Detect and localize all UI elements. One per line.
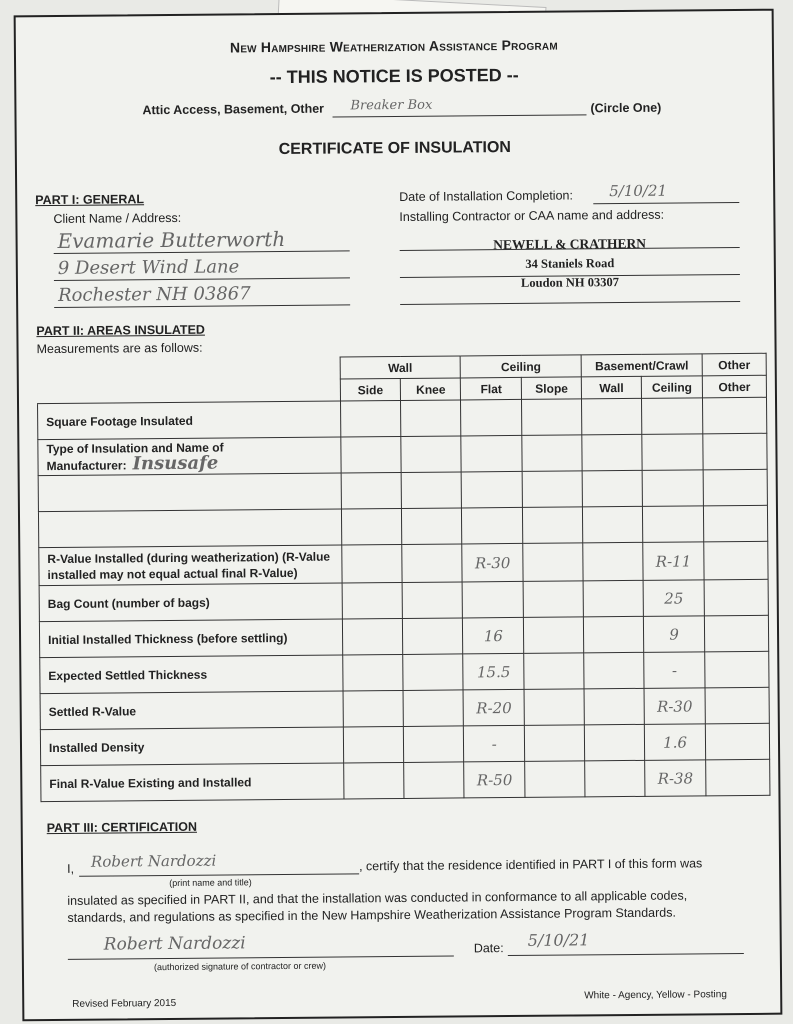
name-underline [79, 873, 359, 876]
cell-flat: 16 [463, 617, 524, 654]
cell-flat [461, 471, 522, 508]
part2-subtitle: Measurements are as follows: [36, 340, 203, 357]
signature-caption: (authorized signature of contractor or crew) [153, 960, 327, 973]
cell-side [341, 508, 402, 545]
cell-side [342, 582, 403, 619]
row-label-text: Type of Insulation and Name of Manufacturer: [46, 440, 224, 474]
cert-date-label: Date: [473, 941, 504, 956]
group-ceiling: Ceiling [460, 355, 581, 378]
group-basement-crawl: Basement/Crawl [581, 354, 702, 377]
cell-knee [404, 726, 464, 763]
contractor-line-3 [400, 301, 740, 305]
cell-side [342, 654, 403, 691]
cell-side [342, 618, 403, 655]
cell-slope [524, 617, 584, 654]
cell-other [704, 615, 768, 652]
install-date-label: Date of Installation Completion: [399, 188, 573, 204]
i-label: I, [67, 861, 75, 876]
row-label-text: Square Footage Insulated [46, 413, 193, 429]
row-label-text: Bag Count (number of bags) [47, 595, 210, 611]
cell-flat [462, 507, 523, 544]
contractor-street: 34 Staniels Road [525, 256, 615, 271]
cell-flat: R-50 [464, 761, 525, 798]
row-label-text: Settled R-Value [48, 703, 137, 719]
revised-date: Revised February 2015 [72, 997, 177, 1010]
cell-basement-ceiling: 25 [643, 580, 704, 617]
table-row [41, 759, 770, 801]
cell-slope [523, 543, 583, 582]
cell-basement-ceiling: 9 [643, 616, 704, 653]
signature-underline [68, 956, 454, 960]
row-label-text: Installed Density [48, 739, 145, 755]
row-label [38, 401, 341, 440]
row-label-text: Initial Installed Thickness (before settling) [48, 630, 288, 647]
manufacturer-value: Insusafe [132, 452, 219, 475]
col-slope: Slope [522, 377, 582, 400]
cell-basement-wall [582, 434, 642, 471]
cell-knee [403, 618, 463, 655]
cell-other [704, 541, 768, 580]
cell-knee [403, 582, 463, 619]
cell-basement-ceiling: 1.6 [644, 724, 705, 761]
cell-other [705, 687, 769, 724]
row-label [39, 583, 342, 622]
cell-basement-wall [585, 760, 645, 797]
client-city: Rochester NH 03867 [57, 283, 251, 306]
cell-flat: R-30 [462, 543, 523, 582]
cert-date-underline [508, 953, 744, 956]
cell-flat [462, 581, 523, 618]
group-other: Other [702, 353, 766, 376]
cell-side [343, 690, 404, 727]
part1-heading: PART I: GENERAL [35, 192, 145, 208]
location-underline [333, 114, 587, 117]
cell-basement-wall [583, 506, 643, 543]
cell-basement-wall [584, 652, 644, 689]
cell-slope [522, 435, 582, 472]
areas-table [37, 353, 771, 802]
cell-other [704, 579, 768, 616]
cell-basement-ceiling: R-38 [645, 760, 706, 797]
install-date-value: 5/10/21 [609, 181, 668, 201]
group-wall: Wall [340, 356, 461, 379]
cell-other [703, 505, 767, 542]
row-label [40, 691, 343, 730]
contractor-label: Installing Contractor or CAA name and address: [399, 207, 665, 224]
cell-other [705, 723, 769, 760]
cell-slope [525, 761, 585, 798]
notice-title: -- THIS NOTICE IS POSTED -- [269, 64, 519, 88]
cell-other [703, 469, 767, 506]
program-title: New Hampshire Weatherization Assistance Program [229, 36, 558, 56]
cell-basement-wall [582, 470, 642, 507]
cell-basement-ceiling: R-11 [643, 542, 704, 581]
cell-flat: 15.5 [463, 653, 524, 690]
cell-basement-ceiling: R-30 [644, 688, 705, 725]
cell-flat: - [464, 725, 525, 762]
cell-side [340, 436, 401, 473]
client-label: Client Name / Address: [53, 210, 182, 226]
cell-basement-ceiling [642, 398, 703, 435]
cell-side [340, 400, 401, 437]
row-label [38, 509, 341, 548]
cell-slope [524, 689, 584, 726]
col-basement-ceiling: Ceiling [641, 376, 702, 399]
row-label [40, 655, 343, 694]
client-name: Evamarie Butterworth [57, 226, 286, 253]
location-value: Breaker Box [350, 97, 433, 114]
row-label [40, 727, 343, 766]
cell-side [341, 544, 402, 583]
cell-basement-wall [583, 542, 643, 581]
cell-knee [402, 544, 462, 583]
signature: Robert Nardozzi [103, 933, 246, 955]
install-date-underline [593, 202, 739, 204]
cell-flat [461, 435, 522, 472]
row-label [39, 619, 342, 658]
location-label: Attic Access, Basement, Other [142, 101, 325, 118]
col-side: Side [340, 378, 401, 401]
cell-side [341, 472, 402, 509]
cell-basement-ceiling [642, 434, 703, 471]
contractor-city: Loudon NH 03307 [520, 275, 620, 290]
cell-knee [401, 400, 461, 437]
cell-slope [524, 653, 584, 690]
certify-statement: , certify that the residence identified in PART I of this form was [359, 856, 703, 874]
certifier-name: Robert Nardozzi [90, 851, 217, 871]
row-label-text: Expected Settled Thickness [48, 667, 208, 683]
cell-knee [404, 762, 464, 799]
part2-heading: PART II: AREAS INSULATED [36, 322, 205, 339]
cell-flat: R-20 [463, 689, 524, 726]
cell-side [343, 762, 404, 799]
cell-slope [523, 507, 583, 544]
client-street: 9 Desert Wind Lane [57, 256, 240, 279]
col-knee: Knee [401, 378, 461, 401]
table-row [39, 541, 768, 585]
certification-line-2: standards, and regulations as specified in the New Hampshire Weatherization Assistance Program Standards. [67, 905, 676, 925]
row-label [38, 437, 341, 476]
cell-side [343, 726, 404, 763]
cell-basement-wall [582, 398, 642, 435]
row-label-text: Final R-Value Existing and Installed [49, 774, 252, 791]
contractor-name: NEWELL & CRATHERN [493, 235, 647, 253]
row-label [38, 473, 341, 512]
row-label [41, 763, 344, 802]
cell-other [705, 651, 769, 688]
cell-knee [403, 690, 463, 727]
cell-basement-ceiling [642, 470, 703, 507]
cell-basement-wall [584, 688, 644, 725]
cell-other [703, 433, 767, 470]
cell-basement-ceiling: - [644, 652, 705, 689]
certification-line-1: insulated as specified in PART II, and that the installation was conducted in conformance to all applicable codes, [67, 888, 688, 908]
cell-slope [523, 581, 583, 618]
copy-distribution: White - Agency, Yellow - Posting [584, 989, 727, 1002]
part3-heading: PART III: CERTIFICATION [46, 819, 198, 836]
row-label-text: R-Value Installed (during weatherization) (R-Value installed may not equal actual final R-Value) [47, 549, 331, 582]
row-label [39, 545, 342, 586]
cell-basement-wall [584, 724, 644, 761]
cell-other [706, 759, 770, 796]
col-basement-wall: Wall [581, 376, 641, 399]
cell-slope [525, 725, 585, 762]
cell-basement-wall [584, 616, 644, 653]
cert-date-value: 5/10/21 [527, 930, 590, 950]
cell-knee [403, 654, 463, 691]
col-other: Other [702, 375, 766, 398]
cell-slope [522, 471, 582, 508]
print-name-caption: (print name and title) [169, 877, 252, 889]
circle-one-label: (Circle One) [590, 100, 662, 116]
cell-basement-ceiling [643, 506, 704, 543]
cell-basement-wall [583, 580, 643, 617]
cell-other [703, 397, 767, 434]
certificate-title: CERTIFICATE OF INSULATION [278, 139, 512, 159]
cell-knee [401, 436, 461, 473]
cell-slope [522, 399, 582, 436]
cell-knee [402, 508, 462, 545]
col-flat: Flat [461, 377, 522, 400]
cell-flat [461, 399, 522, 436]
cell-knee [402, 472, 462, 509]
certificate-page [14, 9, 783, 1022]
